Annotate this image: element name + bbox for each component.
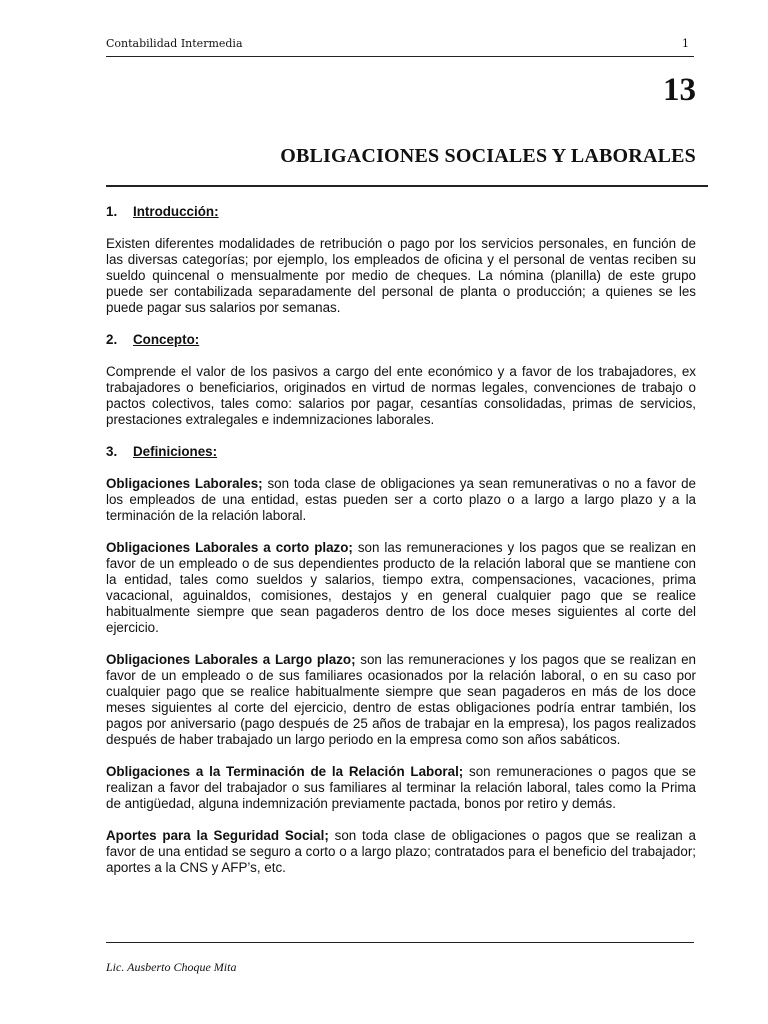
definition-term: Obligaciones a la Terminación de la Relación Laboral; <box>106 764 464 779</box>
footer-rule <box>106 942 694 943</box>
definition-text: son las remuneraciones y los pagos que se realizan en favor de un empleado o de sus familiares ocasionados por la relación laboral, o en su caso por cualquier pago que se realice habitualmente siempre que sean pagaderos en más de los doce meses siguientes al corte del ejercicio, dentro de estas obligaciones podría entrar también, los pagos por aniversario (pago después de 25 años de trabajar en la empresa), los pagos realizados después de haber trabajado un largo periodo en la empresa como son años sabáticos. <box>106 652 696 747</box>
section-number: 2. <box>106 332 118 347</box>
definition-paragraph <box>106 764 696 812</box>
definition-term: Obligaciones Laborales; <box>106 476 263 491</box>
section-number: 3. <box>106 444 118 459</box>
section-label: Introducción: <box>133 204 219 219</box>
definition-paragraph <box>106 540 696 636</box>
section-heading-definiciones <box>106 444 696 460</box>
definition-paragraph <box>106 652 696 748</box>
section-paragraph-introduccion: Existen diferentes modalidades de retribución o pago por los servicios personales, en función de las diversas categorías; por ejemplo, los empleados de oficina y el personal de ventas reciben su sueldo quincenal o mensualmente por medio de cheques. La nómina (planilla) de este grupo puede ser contabilizada separadamente del personal de planta o producción; a quienes se les puede pagar sus salarios por semanas. <box>106 236 696 315</box>
definition-paragraph <box>106 828 696 876</box>
definition-term: Obligaciones Laborales a Largo plazo; <box>106 652 356 667</box>
chapter-title: OBLIGACIONES SOCIALES Y LABORALES <box>280 145 696 167</box>
definition-text: son remuneraciones o pagos que se realizan a favor del trabajador o sus familiares al terminar la relación laboral, tales como la Prima de antigüedad, alguna indemnización previamente pactada, bonos por retiro y demás. <box>106 764 696 811</box>
title-rule <box>106 185 708 187</box>
definition-term: Aportes para la Seguridad Social; <box>106 828 329 843</box>
definition-paragraph <box>106 476 696 524</box>
definition-text: son las remuneraciones y los pagos que se realizan en favor de un empleado o de sus dependientes producto de la relación laboral que se mantiene con la entidad, tales como sueldos y salarios, tiempo extra, compensaciones, vacaciones, prima vacacional, aguinaldos, comisiones, destajos y en general cualquier pago que se realice habitualmente siempre que sean pagaderos dentro de los doce meses siguientes al corte del ejercicio. <box>106 540 696 635</box>
section-paragraph-concepto: Comprende el valor de los pasivos a cargo del ente económico y a favor de los trabajadores, ex trabajadores o beneficiarios, originados en virtud de normas legales, convenciones de trabajo o pactos colectivos, tales como: salarios por pagar, cesantías consolidadas, primas de servicios, prestaciones extralegales e indemnizaciones laborales. <box>106 364 696 427</box>
section-label: Definiciones: <box>133 444 218 459</box>
section-heading-concepto <box>106 332 696 348</box>
section-number: 1. <box>106 204 118 219</box>
section-heading-introduccion <box>106 204 696 220</box>
definition-text: son toda clase de obligaciones ya sean remunerativas o no a favor de los empleados de una entidad, estas pueden ser a corto plazo o a largo a largo plazo y a la terminación de la relación laboral. <box>106 476 696 523</box>
page-number: 1 <box>682 37 689 50</box>
chapter-number: 13 <box>663 72 696 108</box>
definition-term: Obligaciones Laborales a corto plazo; <box>106 540 353 555</box>
running-header-title: Contabilidad Intermedia <box>106 37 243 50</box>
body-content <box>106 204 696 892</box>
header-rule <box>106 56 694 57</box>
section-label: Concepto: <box>133 332 200 347</box>
definition-text: son toda clase de obligaciones o pagos que se realizan a favor de una entidad se seguro a corto o a largo plazo; contratados para el beneficio del trabajador; aportes a la CNS y AFP’s, etc. <box>106 828 696 875</box>
footer-author: Lic. Ausberto Choque Mita <box>106 960 237 974</box>
